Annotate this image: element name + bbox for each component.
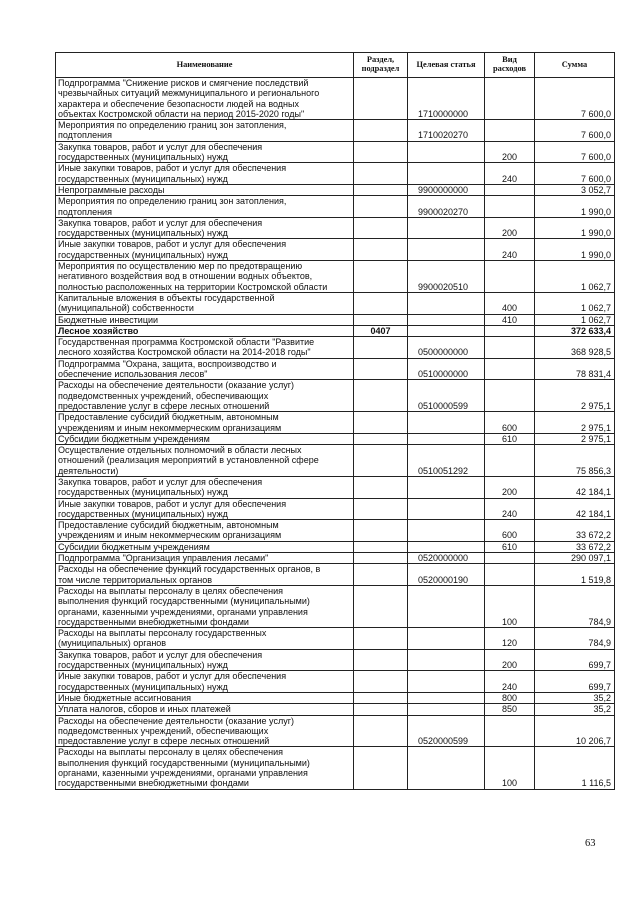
row-name-line: государственными внебюджетными фондами [58, 778, 249, 789]
row-section [354, 715, 408, 747]
row-article [408, 585, 485, 627]
row-kind: 610 [485, 541, 535, 552]
table-row [56, 704, 615, 715]
table-row [56, 358, 615, 380]
row-name-line: Мероприятия по определению границ зон затопления, [58, 196, 287, 207]
row-name [56, 337, 354, 359]
row-sum: 3 052,7 [535, 184, 615, 195]
row-article [408, 163, 485, 185]
table-body [56, 78, 615, 790]
table-row [56, 433, 615, 444]
row-name-line: государственных (муниципальных) нужд [58, 508, 228, 519]
row-section [354, 261, 408, 293]
row-name [56, 692, 354, 703]
row-sum: 290 097,1 [535, 553, 615, 564]
row-section [354, 433, 408, 444]
row-kind: 610 [485, 433, 535, 444]
row-name-line: Непрограммные расходы [58, 184, 165, 195]
row-name [56, 141, 354, 163]
row-sum: 2 975,1 [535, 380, 615, 412]
row-sum: 368 928,5 [535, 337, 615, 359]
row-name [56, 649, 354, 671]
row-name [56, 564, 354, 586]
row-sum: 1 519,8 [535, 564, 615, 586]
row-kind [485, 120, 535, 142]
table-row [56, 380, 615, 412]
row-sum: 2 975,1 [535, 433, 615, 444]
row-article [408, 498, 485, 520]
row-name-line: негативного воздействия вод в отношении водных объектов, [58, 271, 313, 282]
row-name [56, 476, 354, 498]
row-name-line: отношений (реализация мероприятий в установленной сфере [58, 455, 319, 466]
row-article [408, 671, 485, 693]
row-kind: 410 [485, 314, 535, 325]
row-name-line: государственных (муниципальных) нужд [58, 228, 228, 239]
row-kind [485, 358, 535, 380]
row-section [354, 704, 408, 715]
table-row [56, 671, 615, 693]
row-section [354, 314, 408, 325]
table-row [56, 747, 615, 789]
row-name-line: Мероприятия по осуществлению мер по предотвращению [58, 261, 303, 272]
table-row [56, 498, 615, 520]
table-row [56, 337, 615, 359]
row-name [56, 704, 354, 715]
row-name-line: государственных (муниципальных) нужд [58, 660, 228, 671]
row-article: 0510000000 [408, 358, 485, 380]
row-kind [485, 184, 535, 195]
row-name [56, 671, 354, 693]
header-article: Целевая статья [408, 53, 485, 78]
row-article: 9900020510 [408, 261, 485, 293]
row-name-line: лесного хозяйства Костромской области на 2014-2018 годы" [58, 347, 311, 358]
table-row [56, 520, 615, 542]
row-name-line: государственных (муниципальных) нужд [58, 249, 228, 260]
header-sum: Сумма [535, 53, 615, 78]
row-sum: 1 990,0 [535, 217, 615, 239]
row-name-line: Иные закупки товаров, работ и услуг для обеспечения [58, 498, 287, 509]
row-article: 1710000000 [408, 78, 485, 120]
row-name [56, 380, 354, 412]
row-sum: 7 600,0 [535, 141, 615, 163]
header-name: Наименование [56, 53, 354, 78]
row-sum: 75 856,3 [535, 445, 615, 477]
row-name-line: Расходы на обеспечение деятельности (оказание услуг) [58, 380, 294, 391]
row-name-line: Мероприятия по определению границ зон затопления, [58, 120, 287, 131]
row-article: 0520000190 [408, 564, 485, 586]
row-name-line: полностью расположенных на территории Костромской области [58, 281, 328, 292]
row-name [56, 498, 354, 520]
row-article [408, 412, 485, 434]
row-name-line: Уплата налогов, сборов и иных платежей [58, 704, 231, 715]
row-section [354, 747, 408, 789]
row-kind: 240 [485, 498, 535, 520]
row-name-line: Закупка товаров, работ и услуг для обеспечения [58, 217, 263, 228]
row-name-line: Лесное хозяйство [58, 325, 139, 336]
row-sum: 1 062,7 [535, 261, 615, 293]
row-name [56, 445, 354, 477]
row-name [56, 412, 354, 434]
row-name [56, 120, 354, 142]
row-name [56, 541, 354, 552]
row-name-line: (муниципальной) собственности [58, 303, 194, 314]
row-name-line: (муниципальных) органов [58, 638, 167, 649]
row-section [354, 476, 408, 498]
row-name-line: характера и обеспечение безопасности людей на водных [58, 98, 300, 109]
row-section [354, 184, 408, 195]
table-row [56, 184, 615, 195]
row-name-line: выполнения функций государственными (муниципальными) [58, 596, 310, 607]
table-header-row [56, 53, 615, 78]
row-article: 1710020270 [408, 120, 485, 142]
row-name-line: Государственная программа Костромской области "Развитие [58, 337, 315, 348]
row-sum: 1 990,0 [535, 196, 615, 218]
table-row [56, 196, 615, 218]
row-name-line: учреждениям и иным некоммерческим организациям [58, 422, 282, 433]
row-name-line: Расходы на выплаты персоналу в целях обеспечения [58, 747, 283, 758]
row-section [354, 520, 408, 542]
row-name [56, 358, 354, 380]
row-article [408, 704, 485, 715]
row-name-line: Предоставление субсидий бюджетным, автономным [58, 520, 279, 531]
table-row [56, 553, 615, 564]
row-name [56, 747, 354, 789]
row-section [354, 628, 408, 650]
table-row [56, 715, 615, 747]
row-name-line: предоставление услуг в сфере лесных отношений [58, 736, 270, 747]
row-sum: 7 600,0 [535, 78, 615, 120]
row-name [56, 217, 354, 239]
row-section [354, 445, 408, 477]
row-name-line: Субсидии бюджетным учреждениям [58, 433, 210, 444]
row-name-line: Иные бюджетные ассигнования [58, 692, 192, 703]
row-kind [485, 564, 535, 586]
row-sum: 784,9 [535, 585, 615, 627]
row-name-line: объектах Костромской области на период 2015-2020 годы" [58, 108, 305, 119]
table-row [56, 261, 615, 293]
row-kind [485, 196, 535, 218]
row-name [56, 78, 354, 120]
row-name-line: Расходы на обеспечение функций государственных органов, в [58, 564, 321, 575]
row-name-line: Подпрограмма "Снижение рисков и смягчение последствий [58, 78, 309, 88]
row-sum: 2 975,1 [535, 412, 615, 434]
row-name-line: Закупка товаров, работ и услуг для обеспечения [58, 476, 263, 487]
row-sum: 33 672,2 [535, 541, 615, 552]
row-name-line: Осуществление отдельных полномочий в области лесных [58, 445, 302, 456]
table-row [56, 445, 615, 477]
table-row [56, 649, 615, 671]
row-name-line: предоставление услуг в сфере лесных отношений [58, 400, 270, 411]
row-kind: 850 [485, 704, 535, 715]
row-name [56, 520, 354, 542]
row-article [408, 520, 485, 542]
row-name-line: государственных (муниципальных) нужд [58, 681, 228, 692]
row-section: 0407 [354, 325, 408, 336]
row-kind [485, 78, 535, 120]
row-kind: 200 [485, 649, 535, 671]
row-article: 0510000599 [408, 380, 485, 412]
row-sum: 78 831,4 [535, 358, 615, 380]
row-sum: 42 184,1 [535, 476, 615, 498]
row-kind: 600 [485, 412, 535, 434]
row-article: 9900000000 [408, 184, 485, 195]
row-name-line: государственных (муниципальных) нужд [58, 173, 228, 184]
row-section [354, 120, 408, 142]
table-row [56, 692, 615, 703]
row-section [354, 553, 408, 564]
table-row [56, 476, 615, 498]
row-name-line: подведомственных учреждений, обеспечивающих [58, 390, 269, 401]
row-name-line: деятельности) [58, 465, 119, 476]
row-kind [485, 337, 535, 359]
table-row [56, 239, 615, 261]
row-article: 0520000000 [408, 553, 485, 564]
row-kind [485, 715, 535, 747]
row-name [56, 325, 354, 336]
row-name-line: подтопления [58, 206, 112, 217]
row-name [56, 433, 354, 444]
row-article [408, 649, 485, 671]
table-row [56, 141, 615, 163]
row-kind [485, 261, 535, 293]
row-sum: 699,7 [535, 649, 615, 671]
table-row [56, 78, 615, 120]
row-kind: 600 [485, 520, 535, 542]
row-section [354, 78, 408, 120]
row-name [56, 715, 354, 747]
row-section [354, 292, 408, 314]
row-name [56, 628, 354, 650]
row-sum: 42 184,1 [535, 498, 615, 520]
table-row [56, 314, 615, 325]
row-sum: 7 600,0 [535, 120, 615, 142]
row-kind [485, 553, 535, 564]
row-name-line: Иные закупки товаров, работ и услуг для обеспечения [58, 163, 287, 174]
row-name-line: Предоставление субсидий бюджетным, автономным [58, 412, 279, 423]
page-number: 63 [585, 838, 596, 849]
row-kind: 240 [485, 671, 535, 693]
row-article: 9900020270 [408, 196, 485, 218]
row-name-line: Закупка товаров, работ и услуг для обеспечения [58, 649, 263, 660]
row-name [56, 261, 354, 293]
row-kind: 100 [485, 585, 535, 627]
row-article [408, 292, 485, 314]
row-section [354, 358, 408, 380]
row-name-line: Расходы на обеспечение деятельности (оказание услуг) [58, 715, 294, 726]
row-article [408, 692, 485, 703]
row-name-line: Подпрограмма "Охрана, защита, воспроизводство и [58, 358, 277, 369]
row-article: 0500000000 [408, 337, 485, 359]
row-kind: 240 [485, 163, 535, 185]
row-article [408, 433, 485, 444]
row-article [408, 239, 485, 261]
row-article [408, 141, 485, 163]
row-section [354, 337, 408, 359]
row-section [354, 141, 408, 163]
row-article [408, 314, 485, 325]
row-name [56, 553, 354, 564]
row-article: 0510051292 [408, 445, 485, 477]
row-name [56, 239, 354, 261]
table-row [56, 325, 615, 336]
table-row [56, 163, 615, 185]
row-sum: 784,9 [535, 628, 615, 650]
header-kind: Вид расходов [485, 53, 535, 78]
row-sum: 1 062,7 [535, 314, 615, 325]
row-section [354, 196, 408, 218]
row-section [354, 564, 408, 586]
row-name [56, 292, 354, 314]
row-sum: 33 672,2 [535, 520, 615, 542]
table-row [56, 412, 615, 434]
row-article [408, 476, 485, 498]
row-name-line: том числе территориальных органов [58, 574, 213, 585]
row-sum: 699,7 [535, 671, 615, 693]
row-sum: 1 116,5 [535, 747, 615, 789]
row-name-line: обеспечение использования лесов" [58, 369, 208, 380]
row-name-line: государственными внебюджетными фондами [58, 616, 249, 627]
row-name [56, 585, 354, 627]
row-section [354, 498, 408, 520]
row-kind [485, 325, 535, 336]
row-name-line: Подпрограмма "Организация управления лесами" [58, 553, 269, 564]
row-kind: 120 [485, 628, 535, 650]
table-row [56, 292, 615, 314]
row-name-line: Капитальные вложения в объекты государственной [58, 292, 275, 303]
row-name [56, 163, 354, 185]
row-article [408, 325, 485, 336]
row-sum: 7 600,0 [535, 163, 615, 185]
row-sum: 10 206,7 [535, 715, 615, 747]
table-row [56, 217, 615, 239]
row-kind: 800 [485, 692, 535, 703]
row-section [354, 380, 408, 412]
row-name-line: Иные закупки товаров, работ и услуг для обеспечения [58, 239, 287, 250]
row-name-line: государственных (муниципальных) нужд [58, 487, 228, 498]
row-sum: 1 990,0 [535, 239, 615, 261]
row-section [354, 163, 408, 185]
row-section [354, 217, 408, 239]
row-sum: 372 633,4 [535, 325, 615, 336]
row-name-line: Субсидии бюджетным учреждениям [58, 541, 210, 552]
row-name-line: государственных (муниципальных) нужд [58, 152, 228, 163]
row-kind [485, 380, 535, 412]
row-name-line: учреждениям и иным некоммерческим организациям [58, 530, 282, 541]
row-section [354, 692, 408, 703]
table-row [56, 120, 615, 142]
row-sum: 35,2 [535, 704, 615, 715]
row-kind: 200 [485, 217, 535, 239]
row-name [56, 184, 354, 195]
row-section [354, 671, 408, 693]
table-row [56, 564, 615, 586]
row-name-line: Расходы на выплаты персоналу в целях обеспечения [58, 585, 283, 596]
budget-table [55, 52, 615, 790]
row-article [408, 747, 485, 789]
row-kind: 400 [485, 292, 535, 314]
row-kind: 200 [485, 476, 535, 498]
row-section [354, 649, 408, 671]
row-name-line: Иные закупки товаров, работ и услуг для обеспечения [58, 671, 287, 682]
table-row [56, 628, 615, 650]
row-name-line: выполнения функций государственными (муниципальными) [58, 757, 310, 768]
row-name-line: Закупка товаров, работ и услуг для обеспечения [58, 141, 263, 152]
row-article [408, 217, 485, 239]
row-section [354, 239, 408, 261]
row-article [408, 541, 485, 552]
row-section [354, 541, 408, 552]
row-article [408, 628, 485, 650]
row-name-line: органами, казенными учреждениями, органами управления [58, 768, 308, 778]
row-section [354, 412, 408, 434]
row-article: 0520000599 [408, 715, 485, 747]
row-kind: 200 [485, 141, 535, 163]
table-row [56, 585, 615, 627]
row-name-line: Бюджетные инвестиции [58, 314, 159, 325]
row-name [56, 314, 354, 325]
row-name [56, 196, 354, 218]
row-kind [485, 445, 535, 477]
row-kind: 100 [485, 747, 535, 789]
row-kind: 240 [485, 239, 535, 261]
row-name-line: чрезвычайных ситуаций межмуниципального и регионального [58, 88, 320, 99]
row-sum: 1 062,7 [535, 292, 615, 314]
row-section [354, 585, 408, 627]
row-name-line: подтопления [58, 130, 112, 141]
table-row [56, 541, 615, 552]
header-section: Раздел, подраздел [354, 53, 408, 78]
row-name-line: Расходы на выплаты персоналу государственных [58, 628, 267, 639]
row-name-line: органами, казенными учреждениями, органами управления [58, 606, 308, 617]
row-sum: 35,2 [535, 692, 615, 703]
row-name-line: подведомственных учреждений, обеспечивающих [58, 725, 269, 736]
